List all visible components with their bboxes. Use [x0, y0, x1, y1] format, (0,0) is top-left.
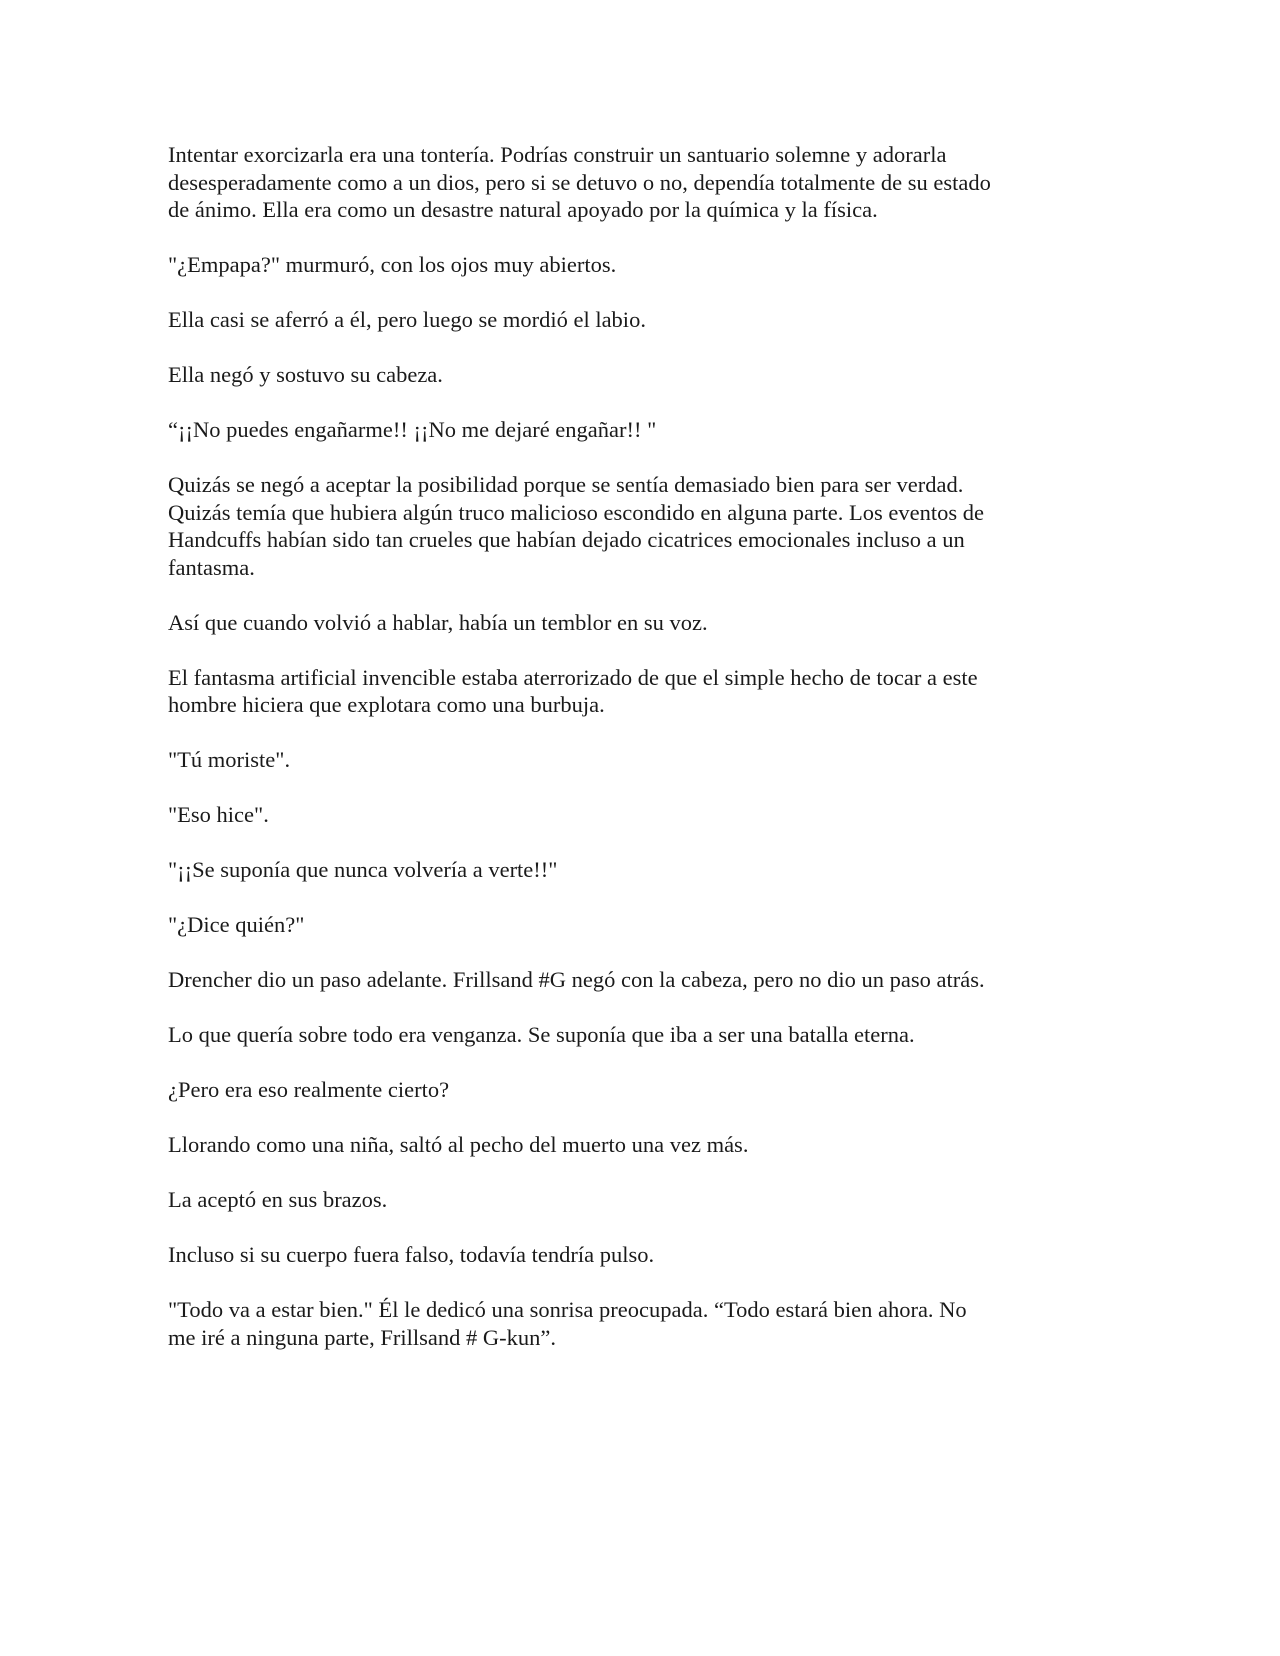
paragraph	[168, 141, 1168, 224]
text-line: Ella casi se aferró a él, pero luego se mordió el labio.	[168, 307, 646, 332]
text-line: de ánimo. Ella era como un desastre natural apoyado por la química y la física.	[168, 197, 878, 222]
text-line: Quizás se negó a aceptar la posibilidad porque se sentía demasiado bien para ser verdad.	[168, 472, 964, 497]
paragraph	[168, 1241, 1168, 1269]
text-line: Lo que quería sobre todo era venganza. Se suponía que iba a ser una batalla eterna.	[168, 1022, 915, 1047]
paragraph	[168, 746, 1168, 774]
text-line: Drencher dio un paso adelante. Frillsand #G negó con la cabeza, pero no dio un paso atrás.	[168, 967, 985, 992]
text-line: Quizás temía que hubiera algún truco malicioso escondido en alguna parte. Los eventos de	[168, 499, 984, 525]
text-line: El fantasma artificial invencible estaba aterrorizado de que el simple hecho de tocar a este	[168, 664, 978, 690]
text-line: "Tú moriste".	[168, 747, 291, 772]
text-line: Llorando como una niña, saltó al pecho del muerto una vez más.	[168, 1132, 749, 1157]
paragraph	[168, 609, 1168, 637]
paragraph	[168, 966, 1168, 994]
paragraph	[168, 1021, 1168, 1049]
text-line: Handcuffs habían sido tan crueles que habían dejado cicatrices emocionales incluso a un	[168, 527, 965, 552]
text-line: Ella negó y sostuvo su cabeza.	[168, 362, 443, 387]
paragraph	[168, 1296, 1168, 1351]
document-page	[168, 141, 1168, 1379]
text-line: Así que cuando volvió a hablar, había un temblor en su voz.	[168, 609, 708, 635]
text-line: me iré a ninguna parte, Frillsand # G-kun”.	[168, 1324, 557, 1350]
text-line: “¡¡No puedes engañarme!! ¡¡No me dejaré engañar!! "	[168, 417, 657, 442]
paragraph	[168, 1076, 1168, 1104]
text-line: "Todo va a estar bien." Él le dedicó una sonrisa preocupada. “Todo estará bien ahora. No	[168, 1297, 967, 1322]
text-line: desesperadamente como a un dios, pero si se detuvo o no, dependía totalmente de su estado	[168, 169, 991, 195]
text-line: "Eso hice".	[168, 802, 269, 827]
text-line: "¡¡Se suponía que nunca volvería a verte!!"	[168, 857, 558, 882]
paragraph	[168, 1131, 1168, 1159]
paragraph	[168, 856, 1168, 884]
text-line: Intentar exorcizarla era una tontería. Podrías construir un santuario solemne y adorarla	[168, 142, 947, 167]
paragraph	[168, 801, 1168, 829]
paragraph	[168, 664, 1168, 719]
text-line: fantasma.	[168, 554, 255, 580]
text-line: "¿Empapa?" murmuró, con los ojos muy abiertos.	[168, 252, 617, 277]
text-line: Incluso si su cuerpo fuera falso, todavía tendría pulso.	[168, 1242, 655, 1267]
text-line: ¿Pero era eso realmente cierto?	[168, 1077, 450, 1102]
paragraph	[168, 251, 1168, 279]
text-line: "¿Dice quién?"	[168, 912, 305, 937]
paragraph	[168, 416, 1168, 444]
text-line: La aceptó en sus brazos.	[168, 1187, 388, 1212]
paragraph	[168, 471, 1168, 581]
paragraph	[168, 1186, 1168, 1214]
paragraph	[168, 306, 1168, 334]
paragraph	[168, 911, 1168, 939]
paragraph	[168, 361, 1168, 389]
text-line: hombre hiciera que explotara como una burbuja.	[168, 692, 605, 717]
